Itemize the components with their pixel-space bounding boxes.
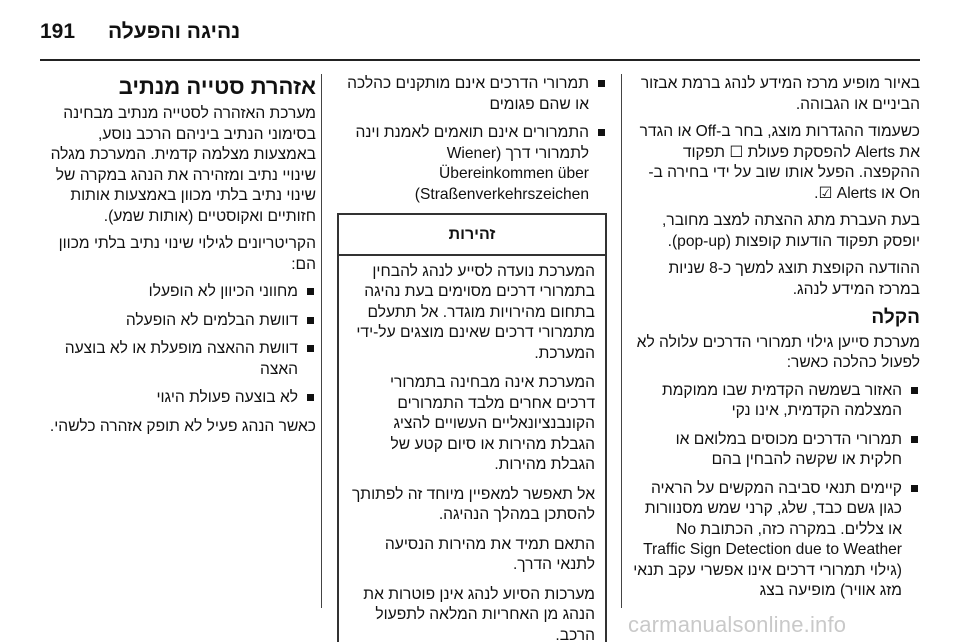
column-divider <box>321 74 322 608</box>
chapter-title: נהיגה והפעלה <box>108 20 241 43</box>
list-item: תמרורי הדרכים מכוסים במלואם או חלקית או שקשה להבחין בהם <box>630 430 920 471</box>
paragraph: כשעמוד ההגדרות מוצג, בחר ב-Off או הגדר את Alerts להפסקת פעולת ☐ תפקוד ההקפצה. הפעל אותו שוב על ידי בחירה ב-On או Alerts ☑. <box>639 123 920 202</box>
paragraph: בעת העברת מתג ההצתה למצב מחובר, יופסק תפקוד הודעות קופצות (pop-up). <box>662 212 920 250</box>
list-item: דוושת ההאצה מופעלת או לא בוצעה האצה <box>38 339 316 380</box>
bullet-list <box>630 381 920 602</box>
paragraph: כאשר הנהג פעיל לא תופק אזהרה כלשהי. <box>49 417 316 435</box>
list-item: קיימים תנאי סביבה המקשים על הראיה כגון גשם כבד, שלג, קרני שמש מסנוורות או צללים. במקרה כזה, הכתובת No Traffic Sign Detection due to Weather (גילוי תמרורי דרכים אינו אפשרי עקב תנאי מזג אוויר) מופיעה בצג <box>630 479 920 602</box>
caution-paragraph: המערכת אינה מבחינה בתמרורי דרכים אחרים מלבד התמרורים הקונבנציונאליים העשויים להציג הגבלת מהירות או סיום קטע של הגבלת מהירות. <box>389 374 595 473</box>
column-middle <box>337 74 607 642</box>
list-item: דוושת הבלמים לא הופעלה <box>38 311 316 332</box>
watermark: carmanualsonline.info <box>628 612 847 637</box>
section-title: הקלה <box>871 307 920 328</box>
column-left <box>38 74 316 444</box>
list-item: האזור בשמשה הקדמית שבו ממוקמת המצלמה הקדמית, אינו נקי <box>630 381 920 422</box>
header-divider <box>40 59 920 61</box>
list-item: התמרורים אינם תואמים לאמנת וינה לתמרורי דרך (Wiener Übereinkommen über Straßenverkehrszeichen) <box>337 123 607 205</box>
paragraph: מערכת האזהרה לסטייה מנתיב מבחינה בסימוני הנתיב ביניהם הרכב נוסע, באמצעות מצלמה קדמית. המערכת מגלה שינויי נתיב ומזהירה את הנהג במקרה של שינוי נתיב בלתי מכוון באמצעות אותות חזותיים ואקוסטיים (אותות שמע). <box>50 105 316 225</box>
column-right <box>630 74 920 610</box>
list-item: תמרורי הדרכים אינם מותקנים כהלכה או שהם פגומים <box>337 74 607 115</box>
list-item: לא בוצעה פעולת היגוי <box>38 388 316 409</box>
caution-body <box>339 256 605 642</box>
caution-box <box>337 213 607 642</box>
paragraph: ההודעה הקופצת תוצג למשך כ-8 שניות במרכז המידע לנהג. <box>668 260 920 298</box>
caution-paragraph: מערכות הסיוע לנהג אינן פוטרות את הנהג מן האחריות המלאה לתפעול הרכב. <box>363 585 595 642</box>
caution-title: זהירות <box>339 215 605 256</box>
page-header <box>0 0 960 60</box>
list-item: מחווני הכיוון לא הופעלו <box>38 282 316 303</box>
page-number: 191 <box>40 20 76 43</box>
caution-paragraph: אל תאפשר למאפיין מיוחד זה לפתותך להסתכן במהלך הנהיגה. <box>351 485 595 523</box>
caution-paragraph: המערכת נועדה לסייע לנהג להבחין בתמרורי דרכים מסוימים בעת נהיגה בתחום מהירויות מוגדר. אל תתעלם מתמרורי דרכים שאינם מוצגים על-ידי המערכת. <box>356 262 595 362</box>
paragraph: הקריטריונים לגילוי שינוי נתיב בלתי מכוון הם: <box>58 235 316 273</box>
section-intro: מערכת סייען גילוי תמרורי הדרכים עלולה לא לפעול כהלכה כאשר: <box>636 333 920 371</box>
bullet-list <box>38 282 316 409</box>
caution-paragraph: התאם תמיד את מהירות הנסיעה לתנאי הדרך. <box>384 535 595 573</box>
bullet-list <box>337 74 607 205</box>
section-title: אזהרת סטייה מנתיב <box>118 74 316 99</box>
paragraph: באיור מופיע מרכז המידע לנהג ברמת אבזור הביניים או הגבוהה. <box>640 75 920 113</box>
column-divider <box>621 74 622 608</box>
